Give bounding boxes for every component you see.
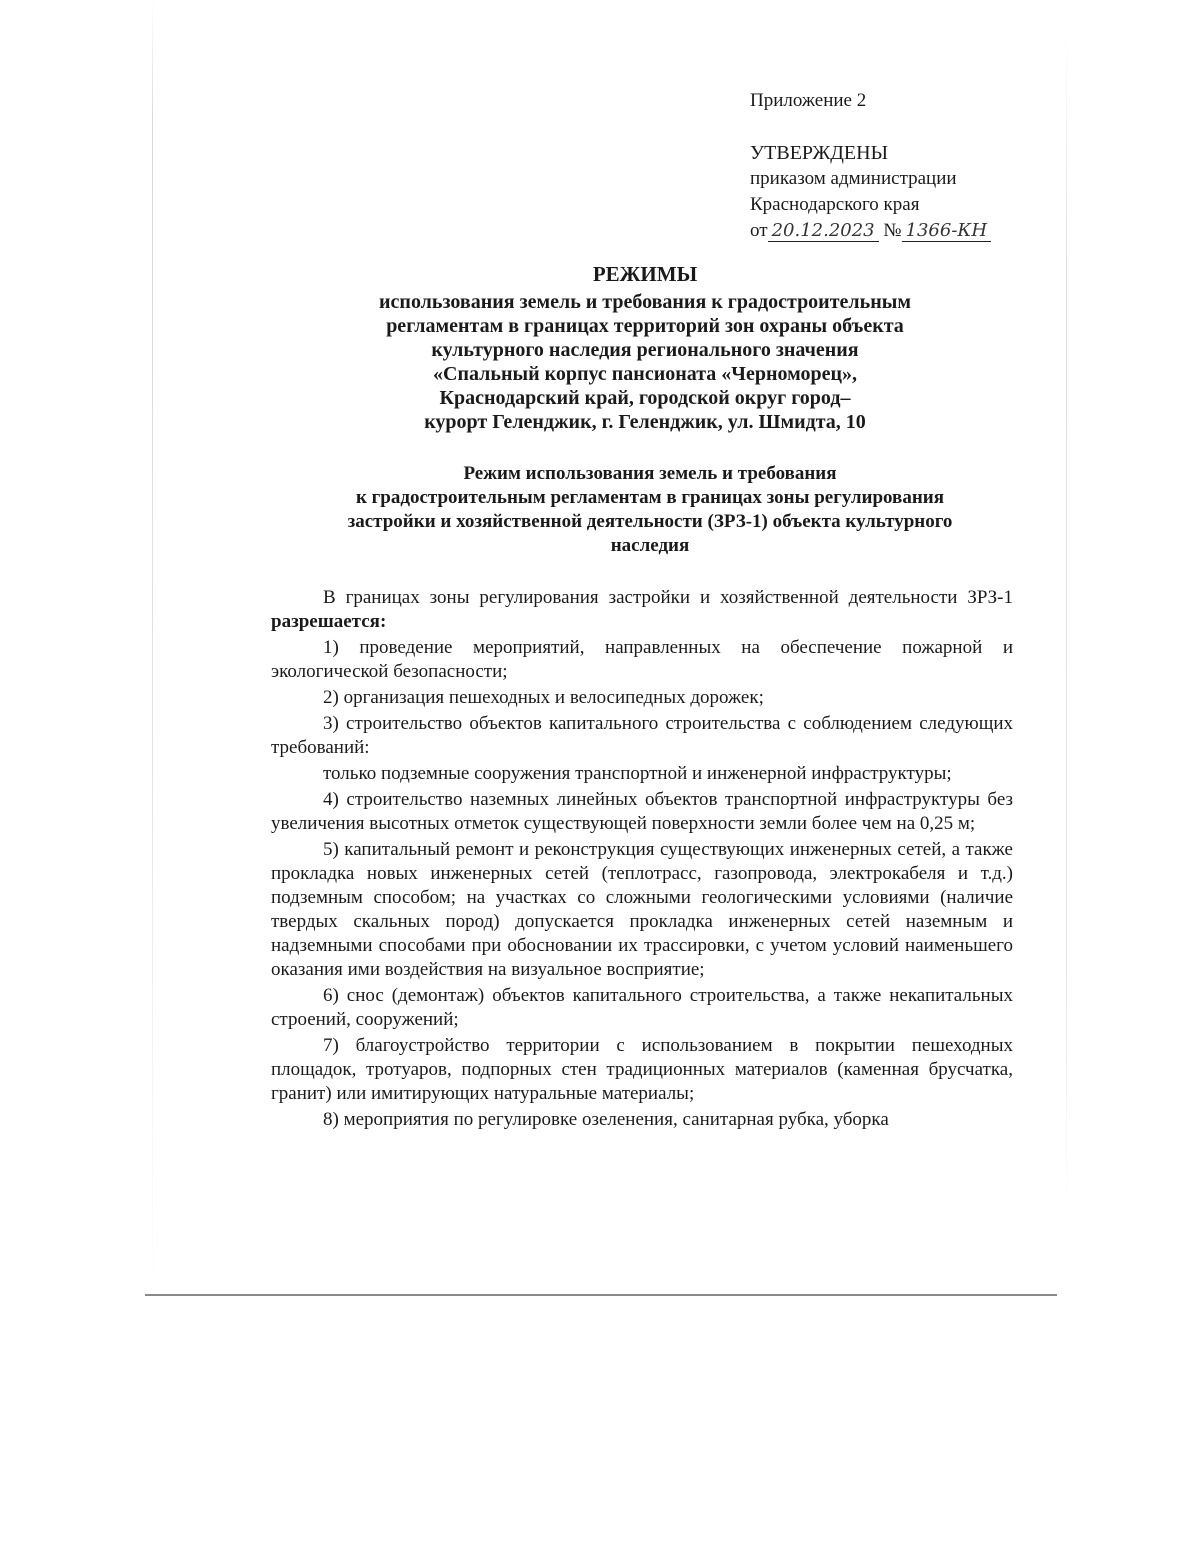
- approved-by-line1: приказом администрации: [750, 168, 957, 189]
- date-prefix: от: [750, 220, 768, 241]
- list-item: 1) проведение мероприятий, направленных на обеспечение пожарной и экологической безопасности;: [271, 637, 1013, 682]
- title-line: «Спальный корпус пансионата «Черноморец»,: [433, 363, 857, 385]
- list-item: 4) строительство наземных линейных объектов транспортной инфраструктуры без увеличения высотных отметок существующей поверхности земли более чем на 0,25 м;: [271, 789, 1013, 834]
- approval-block: [750, 88, 991, 244]
- body-text: [271, 586, 1013, 1134]
- order-date: 20.12.2023: [768, 221, 879, 242]
- list-item: 2) организация пешеходных и велосипедных дорожек;: [323, 687, 764, 708]
- title-line: регламентам в границах территорий зон охраны объекта: [386, 315, 904, 337]
- section-heading: [290, 462, 1010, 558]
- list-item: 8) мероприятия по регулировке озеленения, санитарная рубка, уборка: [323, 1109, 889, 1130]
- intro-paragraph: [271, 586, 1013, 634]
- list-item: 5) капитальный ремонт и реконструкция существующих инженерных сетей, а также прокладка новых инженерных сетей (теплотрасс, газопровода, электрокабеля и т.д.) подземным способом; на участках со сложными геологическими условиями (наличие твердых скальных пород) допускается прокладка инженерных сетей наземным и надземными способами при обосновании их трассировки, с учетом условий наименьшего оказания ими воздействия на визуальное восприятие;: [271, 839, 1013, 980]
- intro-text: В границах зоны регулирования застройки и хозяйственной деятельности ЗРЗ-1: [323, 587, 1013, 608]
- section-heading-line: к градостроительным регламентам в границах зоны регулирования: [355, 487, 944, 508]
- section-heading-line: наследия: [610, 535, 690, 556]
- intro-bold: разрешается:: [271, 611, 387, 632]
- scan-edge-right: [1066, 30, 1067, 1210]
- document-title: [150, 262, 1140, 434]
- title-heading: РЕЖИМЫ: [592, 262, 698, 286]
- list-item: 6) снос (демонтаж) объектов капитального строительства, а также некапитальных строений, сооружений;: [271, 985, 1013, 1030]
- page-bottom-edge: [145, 1294, 1057, 1296]
- title-line: курорт Геленджик, г. Геленджик, ул. Шмидта, 10: [424, 411, 866, 433]
- scan-edge-left: [152, 0, 153, 1280]
- approved-label: УТВЕРЖДЕНЫ: [750, 142, 889, 164]
- order-number: 1366-КН: [902, 221, 992, 242]
- title-line: культурного наследия регионального значения: [431, 339, 859, 361]
- appendix-label: Приложение 2: [750, 90, 867, 111]
- title-line: Краснодарский край, городской округ город–: [439, 387, 851, 409]
- section-heading-line: застройки и хозяйственной деятельности (ЗРЗ-1) объекта культурного: [347, 511, 953, 532]
- approved-by-line2: Краснодарского края: [750, 194, 920, 215]
- title-line: использования земель и требования к градостроительным: [379, 291, 911, 313]
- list-item: только подземные сооружения транспортной и инженерной инфраструктуры;: [323, 763, 952, 784]
- list-item: 3) строительство объектов капитального строительства с соблюдением следующих требований:: [271, 713, 1013, 758]
- number-prefix: №: [883, 220, 902, 241]
- order-date-number: [750, 218, 991, 244]
- list-item: 7) благоустройство территории с использованием в покрытии пешеходных площадок, тротуаров, подпорных стен традиционных материалов (каменная брусчатка, гранит) или имитирующих натуральные материалы;: [271, 1035, 1013, 1104]
- section-heading-line: Режим использования земель и требования: [463, 463, 837, 484]
